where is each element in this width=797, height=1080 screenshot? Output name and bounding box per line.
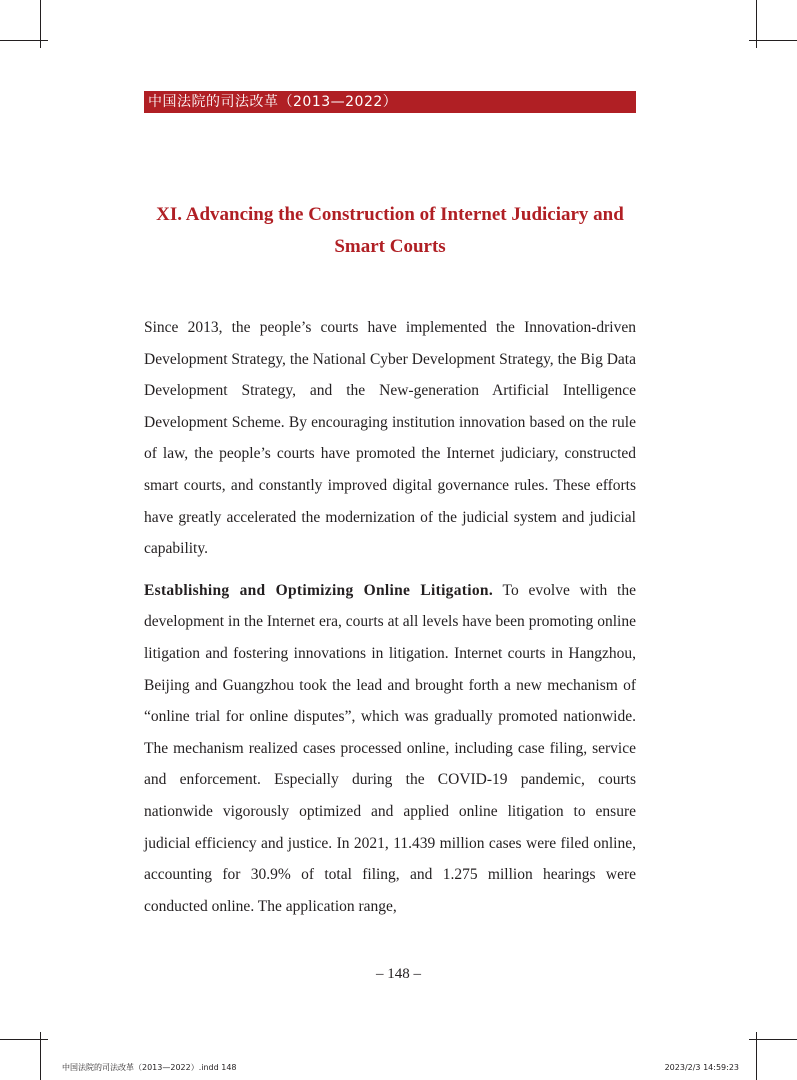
chapter-title: XI. Advancing the Construction of Internet Judiciary and Smart Courts — [156, 204, 624, 257]
crop-mark — [0, 40, 48, 41]
body-text — [144, 312, 636, 932]
running-header-title: 中国法院的司法改革（2013—2022） — [148, 94, 398, 110]
crop-mark — [0, 1039, 48, 1040]
paragraph-intro — [144, 312, 636, 565]
running-header — [144, 91, 636, 113]
paragraph-online-litigation — [144, 575, 636, 923]
slug-file-info: 中国法院的司法改革（2013—2022）.indd 148 — [62, 1063, 237, 1072]
paragraph-online-litigation-text: To evolve with the development in the Internet era, courts at all levels have been promoting online litigation and fostering innovations in litigation. Internet courts in Hangzhou, Beijing and Guangzhou took the lead and brought forth a new mechanism of “online trial for online disputes”, which was gradually promoted nationwide. The mechanism realized cases processed online, including case filing, service and enforcement. Especially during the COVID-19 pandemic, courts nationwide vigorously optimized and applied online litigation to ensure judicial efficiency and justice. In 2021, 11.439 million cases were filed online, accounting for 30.9% of total filing, and 1.275 million hearings were conducted online. The application range, — [144, 581, 636, 915]
paragraph-intro-text: Since 2013, the people’s courts have implemented the Innovation-driven Development Strategy, the National Cyber Development Strategy, the Big Data Development Strategy, and the New-generation Artificial Intelligence Development Scheme. By encouraging institution innovation based on the rule of law, the people’s courts have promoted the Internet judiciary, constructed smart courts, and constantly improved digital governance rules. These efforts have greatly accelerated the modernization of the judicial system and judicial capability. — [144, 319, 636, 558]
crop-mark — [749, 40, 797, 41]
page-number: – 148 – — [376, 966, 421, 982]
paragraph-lead-heading: Establishing and Optimizing Online Litigation. — [144, 581, 493, 599]
crop-mark — [749, 1039, 797, 1040]
slug-timestamp: 2023/2/3 14:59:23 — [664, 1063, 739, 1072]
